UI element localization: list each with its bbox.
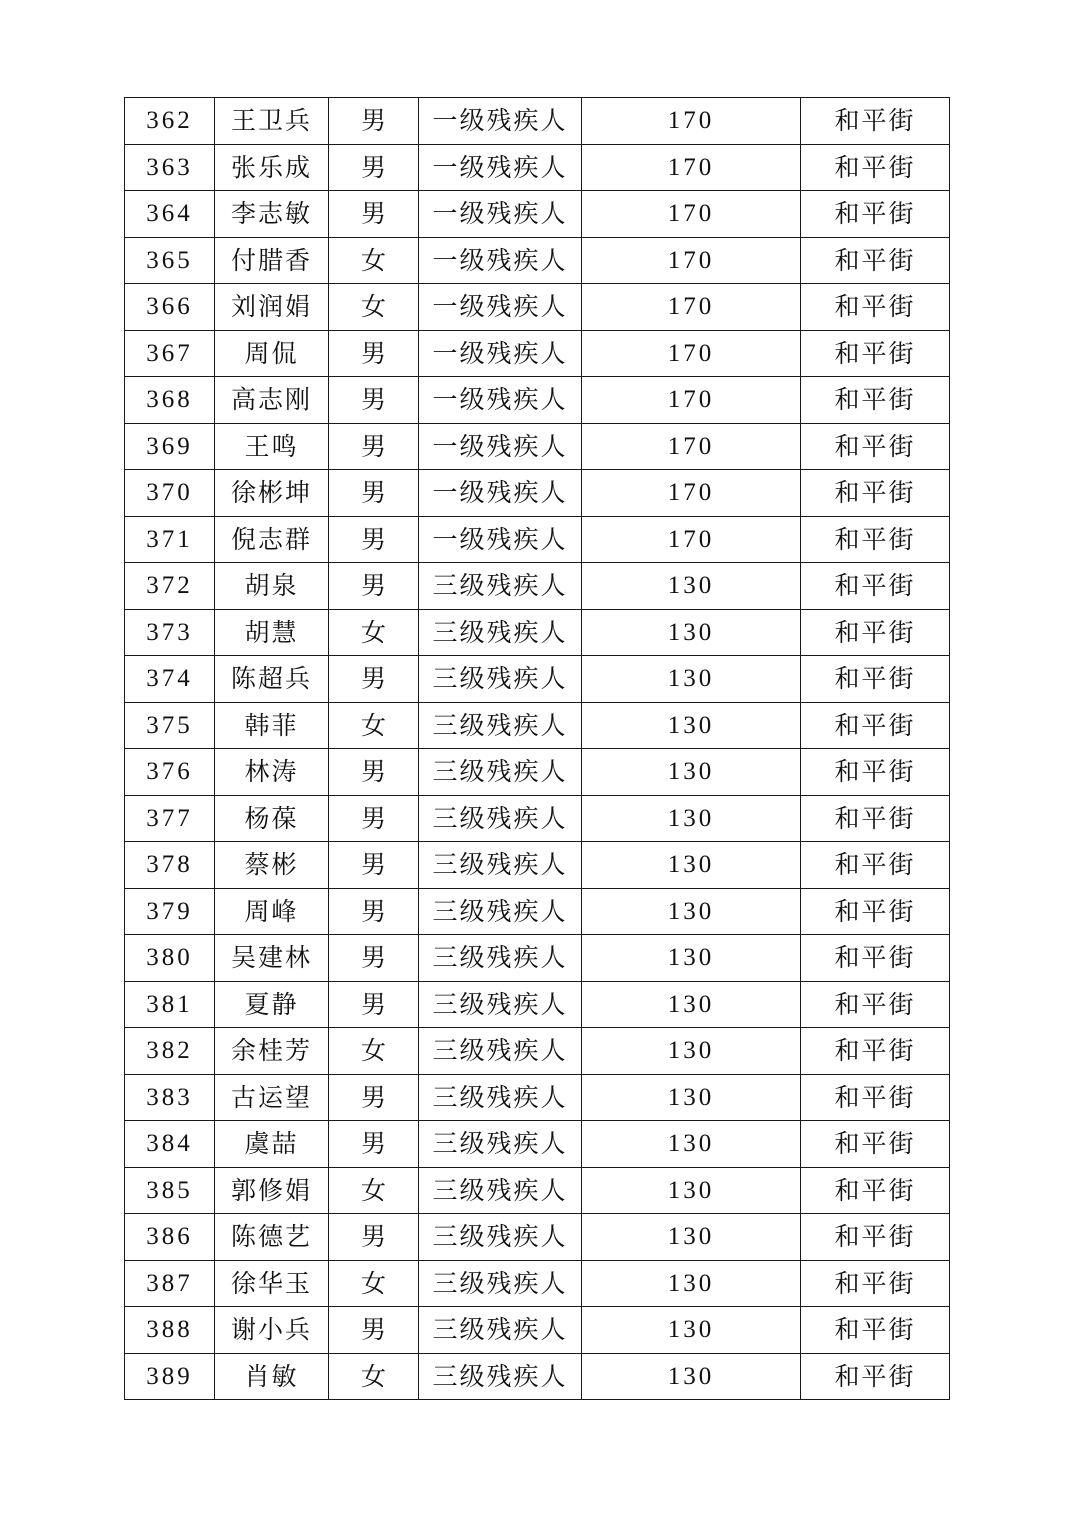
area-cell: 和平街 xyxy=(801,516,950,563)
row-number-cell: 375 xyxy=(125,702,215,749)
row-number-cell: 370 xyxy=(125,470,215,517)
row-number-cell: 372 xyxy=(125,563,215,610)
row-number-cell: 385 xyxy=(125,1167,215,1214)
person-name-cell: 韩菲 xyxy=(215,702,329,749)
amount-cell: 170 xyxy=(582,144,801,191)
gender-cell: 男 xyxy=(329,1307,419,1354)
disability-level-cell: 一级残疾人 xyxy=(419,516,582,563)
gender-cell: 男 xyxy=(329,1074,419,1121)
gender-cell: 女 xyxy=(329,1167,419,1214)
amount-cell: 170 xyxy=(582,284,801,331)
table-row xyxy=(125,423,950,470)
disability-level-cell: 一级残疾人 xyxy=(419,144,582,191)
amount-cell: 170 xyxy=(582,191,801,238)
area-cell: 和平街 xyxy=(801,237,950,284)
area-cell: 和平街 xyxy=(801,1260,950,1307)
gender-cell: 男 xyxy=(329,98,419,145)
table-row xyxy=(125,935,950,982)
area-cell: 和平街 xyxy=(801,795,950,842)
disability-level-cell: 三级残疾人 xyxy=(419,1260,582,1307)
disability-level-cell: 三级残疾人 xyxy=(419,935,582,982)
gender-cell: 女 xyxy=(329,284,419,331)
amount-cell: 130 xyxy=(582,656,801,703)
gender-cell: 男 xyxy=(329,191,419,238)
person-name-cell: 高志刚 xyxy=(215,377,329,424)
amount-cell: 130 xyxy=(582,888,801,935)
row-number-cell: 376 xyxy=(125,749,215,796)
area-cell: 和平街 xyxy=(801,1167,950,1214)
person-name-cell: 王鸣 xyxy=(215,423,329,470)
area-cell: 和平街 xyxy=(801,656,950,703)
area-cell: 和平街 xyxy=(801,330,950,377)
disability-level-cell: 三级残疾人 xyxy=(419,795,582,842)
amount-cell: 170 xyxy=(582,377,801,424)
table-row xyxy=(125,516,950,563)
table-row xyxy=(125,1307,950,1354)
disability-level-cell: 三级残疾人 xyxy=(419,981,582,1028)
person-name-cell: 陈超兵 xyxy=(215,656,329,703)
disability-level-cell: 三级残疾人 xyxy=(419,702,582,749)
amount-cell: 130 xyxy=(582,1028,801,1075)
person-name-cell: 刘润娟 xyxy=(215,284,329,331)
person-name-cell: 徐彬坤 xyxy=(215,470,329,517)
area-cell: 和平街 xyxy=(801,284,950,331)
row-number-cell: 368 xyxy=(125,377,215,424)
row-number-cell: 377 xyxy=(125,795,215,842)
disability-level-cell: 一级残疾人 xyxy=(419,191,582,238)
area-cell: 和平街 xyxy=(801,144,950,191)
disability-level-cell: 一级残疾人 xyxy=(419,98,582,145)
row-number-cell: 364 xyxy=(125,191,215,238)
row-number-cell: 374 xyxy=(125,656,215,703)
amount-cell: 130 xyxy=(582,935,801,982)
person-name-cell: 王卫兵 xyxy=(215,98,329,145)
gender-cell: 男 xyxy=(329,842,419,889)
person-name-cell: 余桂芳 xyxy=(215,1028,329,1075)
amount-cell: 130 xyxy=(582,749,801,796)
table-row xyxy=(125,702,950,749)
row-number-cell: 380 xyxy=(125,935,215,982)
row-number-cell: 367 xyxy=(125,330,215,377)
gender-cell: 女 xyxy=(329,237,419,284)
person-name-cell: 胡泉 xyxy=(215,563,329,610)
disability-level-cell: 三级残疾人 xyxy=(419,1028,582,1075)
amount-cell: 130 xyxy=(582,1353,801,1400)
area-cell: 和平街 xyxy=(801,377,950,424)
gender-cell: 女 xyxy=(329,609,419,656)
person-name-cell: 谢小兵 xyxy=(215,1307,329,1354)
disability-level-cell: 一级残疾人 xyxy=(419,284,582,331)
amount-cell: 170 xyxy=(582,423,801,470)
row-number-cell: 389 xyxy=(125,1353,215,1400)
disability-level-cell: 三级残疾人 xyxy=(419,656,582,703)
amount-cell: 130 xyxy=(582,842,801,889)
area-cell: 和平街 xyxy=(801,423,950,470)
gender-cell: 男 xyxy=(329,516,419,563)
gender-cell: 男 xyxy=(329,656,419,703)
gender-cell: 男 xyxy=(329,749,419,796)
table-row xyxy=(125,330,950,377)
table-row xyxy=(125,842,950,889)
area-cell: 和平街 xyxy=(801,888,950,935)
amount-cell: 130 xyxy=(582,1214,801,1261)
person-name-cell: 付腊香 xyxy=(215,237,329,284)
gender-cell: 男 xyxy=(329,423,419,470)
table-row xyxy=(125,98,950,145)
gender-cell: 男 xyxy=(329,981,419,1028)
gender-cell: 男 xyxy=(329,888,419,935)
disability-level-cell: 三级残疾人 xyxy=(419,1214,582,1261)
area-cell: 和平街 xyxy=(801,609,950,656)
table-row xyxy=(125,470,950,517)
person-name-cell: 林涛 xyxy=(215,749,329,796)
area-cell: 和平街 xyxy=(801,981,950,1028)
amount-cell: 170 xyxy=(582,330,801,377)
table-row xyxy=(125,563,950,610)
gender-cell: 女 xyxy=(329,702,419,749)
gender-cell: 男 xyxy=(329,377,419,424)
person-name-cell: 胡慧 xyxy=(215,609,329,656)
amount-cell: 170 xyxy=(582,516,801,563)
amount-cell: 130 xyxy=(582,1121,801,1168)
row-number-cell: 383 xyxy=(125,1074,215,1121)
area-cell: 和平街 xyxy=(801,1214,950,1261)
table-row xyxy=(125,981,950,1028)
person-name-cell: 古运望 xyxy=(215,1074,329,1121)
row-number-cell: 373 xyxy=(125,609,215,656)
gender-cell: 男 xyxy=(329,795,419,842)
row-number-cell: 387 xyxy=(125,1260,215,1307)
disability-level-cell: 一级残疾人 xyxy=(419,330,582,377)
area-cell: 和平街 xyxy=(801,191,950,238)
table-row xyxy=(125,377,950,424)
disability-level-cell: 一级残疾人 xyxy=(419,377,582,424)
amount-cell: 170 xyxy=(582,98,801,145)
table-row xyxy=(125,284,950,331)
row-number-cell: 371 xyxy=(125,516,215,563)
gender-cell: 男 xyxy=(329,144,419,191)
area-cell: 和平街 xyxy=(801,935,950,982)
amount-cell: 130 xyxy=(582,609,801,656)
row-number-cell: 381 xyxy=(125,981,215,1028)
gender-cell: 男 xyxy=(329,470,419,517)
disability-level-cell: 三级残疾人 xyxy=(419,888,582,935)
person-name-cell: 李志敏 xyxy=(215,191,329,238)
table-row xyxy=(125,191,950,238)
row-number-cell: 388 xyxy=(125,1307,215,1354)
person-name-cell: 吴建林 xyxy=(215,935,329,982)
roster-table-body xyxy=(125,98,950,1400)
table-row xyxy=(125,237,950,284)
gender-cell: 女 xyxy=(329,1028,419,1075)
table-row xyxy=(125,609,950,656)
area-cell: 和平街 xyxy=(801,563,950,610)
table-row xyxy=(125,1260,950,1307)
gender-cell: 男 xyxy=(329,935,419,982)
disability-level-cell: 三级残疾人 xyxy=(419,1307,582,1354)
disability-level-cell: 三级残疾人 xyxy=(419,609,582,656)
gender-cell: 男 xyxy=(329,1121,419,1168)
row-number-cell: 363 xyxy=(125,144,215,191)
row-number-cell: 362 xyxy=(125,98,215,145)
gender-cell: 男 xyxy=(329,1214,419,1261)
roster-table xyxy=(124,97,950,1400)
table-row xyxy=(125,888,950,935)
disability-level-cell: 一级残疾人 xyxy=(419,237,582,284)
person-name-cell: 倪志群 xyxy=(215,516,329,563)
table-row xyxy=(125,144,950,191)
area-cell: 和平街 xyxy=(801,702,950,749)
person-name-cell: 夏静 xyxy=(215,981,329,1028)
person-name-cell: 张乐成 xyxy=(215,144,329,191)
amount-cell: 130 xyxy=(582,981,801,1028)
area-cell: 和平街 xyxy=(801,1121,950,1168)
amount-cell: 170 xyxy=(582,237,801,284)
disability-level-cell: 一级残疾人 xyxy=(419,470,582,517)
disability-level-cell: 三级残疾人 xyxy=(419,1121,582,1168)
area-cell: 和平街 xyxy=(801,1074,950,1121)
gender-cell: 男 xyxy=(329,563,419,610)
area-cell: 和平街 xyxy=(801,1353,950,1400)
amount-cell: 130 xyxy=(582,1260,801,1307)
table-row xyxy=(125,1214,950,1261)
table-row xyxy=(125,1167,950,1214)
person-name-cell: 蔡彬 xyxy=(215,842,329,889)
disability-level-cell: 一级残疾人 xyxy=(419,423,582,470)
table-row xyxy=(125,1028,950,1075)
disability-level-cell: 三级残疾人 xyxy=(419,1353,582,1400)
table-row xyxy=(125,1353,950,1400)
row-number-cell: 369 xyxy=(125,423,215,470)
amount-cell: 130 xyxy=(582,1167,801,1214)
area-cell: 和平街 xyxy=(801,842,950,889)
person-name-cell: 陈德艺 xyxy=(215,1214,329,1261)
person-name-cell: 周侃 xyxy=(215,330,329,377)
row-number-cell: 379 xyxy=(125,888,215,935)
person-name-cell: 郭修娟 xyxy=(215,1167,329,1214)
row-number-cell: 384 xyxy=(125,1121,215,1168)
person-name-cell: 周峰 xyxy=(215,888,329,935)
gender-cell: 女 xyxy=(329,1260,419,1307)
gender-cell: 女 xyxy=(329,1353,419,1400)
row-number-cell: 378 xyxy=(125,842,215,889)
person-name-cell: 虞喆 xyxy=(215,1121,329,1168)
table-row xyxy=(125,1121,950,1168)
area-cell: 和平街 xyxy=(801,470,950,517)
table-row xyxy=(125,656,950,703)
amount-cell: 130 xyxy=(582,1074,801,1121)
area-cell: 和平街 xyxy=(801,749,950,796)
row-number-cell: 365 xyxy=(125,237,215,284)
amount-cell: 130 xyxy=(582,702,801,749)
person-name-cell: 徐华玉 xyxy=(215,1260,329,1307)
gender-cell: 男 xyxy=(329,330,419,377)
table-row xyxy=(125,795,950,842)
person-name-cell: 杨葆 xyxy=(215,795,329,842)
area-cell: 和平街 xyxy=(801,98,950,145)
row-number-cell: 386 xyxy=(125,1214,215,1261)
disability-level-cell: 三级残疾人 xyxy=(419,563,582,610)
disability-level-cell: 三级残疾人 xyxy=(419,1074,582,1121)
area-cell: 和平街 xyxy=(801,1307,950,1354)
person-name-cell: 肖敏 xyxy=(215,1353,329,1400)
row-number-cell: 366 xyxy=(125,284,215,331)
table-row xyxy=(125,749,950,796)
amount-cell: 170 xyxy=(582,470,801,517)
row-number-cell: 382 xyxy=(125,1028,215,1075)
disability-level-cell: 三级残疾人 xyxy=(419,749,582,796)
table-row xyxy=(125,1074,950,1121)
area-cell: 和平街 xyxy=(801,1028,950,1075)
amount-cell: 130 xyxy=(582,795,801,842)
disability-level-cell: 三级残疾人 xyxy=(419,842,582,889)
amount-cell: 130 xyxy=(582,563,801,610)
amount-cell: 130 xyxy=(582,1307,801,1354)
disability-level-cell: 三级残疾人 xyxy=(419,1167,582,1214)
